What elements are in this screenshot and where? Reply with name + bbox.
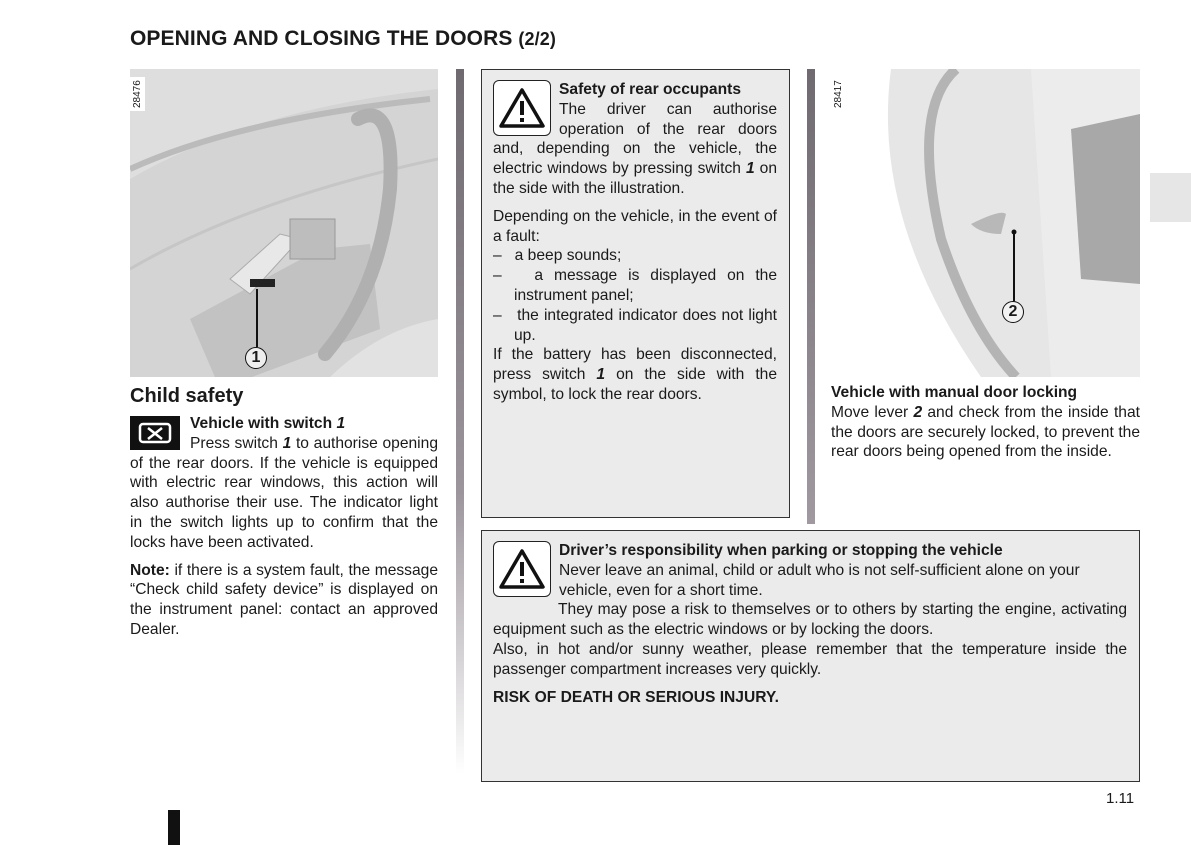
list-item-text: a message is displayed on the instrument panel; [514,267,777,304]
child-lock-icon [130,416,180,450]
text: Depending on the vehicle, in the event of a fault: [493,207,777,245]
rear-occupants-warning-box [481,69,790,518]
lever-number: 2 [913,403,923,421]
list-item-text: the integrated indicator does not light up. [514,306,777,344]
image-reference-number: 28476 [130,77,145,111]
list-item: – a beep sounds; [493,247,622,265]
text: If the battery has been disconnected, press switch [493,346,777,384]
risk-warning: RISK OF DEATH OR SERIOUS INJURY. [493,688,779,706]
warning-heading: Safety of rear occupants [559,81,741,98]
text: Move lever [831,403,914,421]
page-number: 1.11 [1106,790,1135,807]
callout-1: 1 [245,347,267,369]
warning-heading: Driver’s responsibility when parking or stopping the vehicle [559,542,1003,559]
warning-icon [493,541,551,597]
manual-locking-section [831,383,1140,462]
door-lever-illustration [831,69,1140,377]
page-title [130,27,556,51]
list-item-text: a beep sounds; [514,247,622,265]
switch-number: 1 [336,415,346,432]
text: They may pose a risk to themselves or to others by starting the engine, activating equipment such as the electric windows or by locking the doors. [493,601,1127,639]
door-switch-illustration [130,69,438,377]
text: Never leave an animal, child or adult who is not self-sufficient alone on your vehicle, even for a short time. [559,561,1080,599]
section-heading: Child safety [130,385,244,407]
child-safety-section [130,383,438,648]
text: Also, in hot and/or sunny weather, please remember that the temperature inside the passenger compartment increases very quickly. [493,640,1127,678]
list-item: – the integrated indicator does not light up. [493,306,777,344]
page-edge-marker [168,810,180,845]
text: and check from the inside that the doors are securely locked, to prevent the rear doors being opened from the inside. [831,403,1140,461]
note-label: Note: [130,561,170,579]
title-text: OPENING AND CLOSING THE DOORS [130,27,513,50]
subheading: Vehicle with switch [190,415,337,432]
section-heading: Vehicle with manual door locking [831,384,1078,401]
warning-icon [493,80,551,136]
title-suffix: (2/2) [518,29,556,49]
text: Press switch [190,434,283,452]
switch-number: 1 [596,366,606,384]
text: The driver can authorise operation of the rear doors and, depending on the vehicle, the electric windows by pressing switch [493,100,777,178]
text: to authorise opening of the rear doors. If the vehicle is equipped with electric rear windows, this action will also authorise their use. The indicator light in the switch lights up to confirm that the locks have been activated. [130,434,438,551]
image-reference-number: 28417 [833,80,844,108]
list-item: – a message is displayed on the instrument panel; [493,267,777,304]
callout-2: 2 [1002,301,1024,323]
driver-responsibility-warning-box [481,530,1140,782]
column-divider [456,69,464,774]
text: on the side with the illustration. [493,160,777,197]
fault-list [493,246,777,345]
switch-number: 1 [282,434,292,452]
section-tab-marker [1150,173,1191,222]
switch-number: 1 [745,160,755,178]
column-divider [807,69,815,524]
text: on the side with the symbol, to lock the rear doors. [493,366,777,403]
note-text: if there is a system fault, the message “Check child safety device” is displayed on the instrument panel: contact an approved Dealer. [130,561,438,638]
